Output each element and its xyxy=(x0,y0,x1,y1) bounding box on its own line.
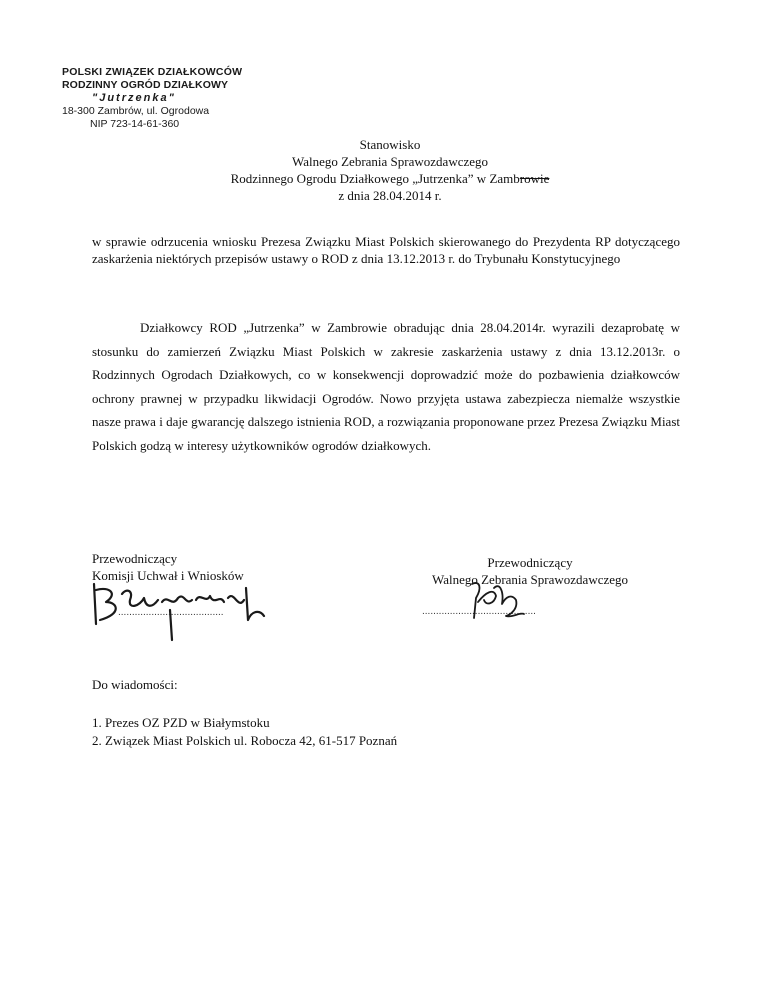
signature-right-body: Walnego Zebrania Sprawozdawczego xyxy=(431,572,629,587)
stamp-line-3: "Jutrzenka" xyxy=(92,92,176,104)
signature-block-left xyxy=(92,550,322,584)
document-body xyxy=(92,316,680,458)
handwritten-signature-right xyxy=(420,578,580,628)
document-subject: w sprawie odrzucenia wniosku Prezesa Związku Miast Polskich skierowanego do Prezydenta RP dotyczącego zaskarżenia niektórych przepisów ustawy o ROD z dnia 13.12.2013 r. do Trybunału Konstytucyjnego xyxy=(92,234,680,266)
title-line-3-main: Rodzinnego Ogrodu Działkowego „Jutrzenka” w Zamb xyxy=(230,171,520,186)
title-line-3 xyxy=(150,170,630,187)
stamp-line-2: RODZINNY OGRÓD DZIAŁKOWY xyxy=(62,79,229,91)
recipient-item: 1. Prezes OZ PZD w Białymstoku xyxy=(92,715,270,730)
svg-text:..............................: ......................................... xyxy=(422,606,536,617)
recipient-item: 2. Związek Miast Polskich ul. Robocza 42, 61-517 Poznań xyxy=(92,733,398,748)
title-line-2: Walnego Zebrania Sprawozdawczego xyxy=(291,154,489,169)
stamp-line-1: POLSKI ZWIĄZEK DZIAŁKOWCÓW xyxy=(62,66,243,78)
notice-label: Do wiadomości: xyxy=(92,677,178,692)
stamp-line-5: NIP 723-14-61-360 xyxy=(90,118,180,130)
organization-stamp xyxy=(62,66,272,131)
signature-right-role: Przewodniczący xyxy=(487,555,573,570)
body-paragraph: Działkowcy ROD „Jutrzenka” w Zambrowie obradując dnia 28.04.2014r. wyrazili dezaprobatę w stosunku do zamierzeń Związku Miast Polskich w zakresie zaskarżenia ustawy z dnia 13.12.2013r. o Rodzinnych Ogrodach Działkowych, co w konsekwencji doprowadzić może do pozbawienia działkowców ochrony prawnej w przypadku likwidacji Ogrodów. Nowo przyjęta ustawa zabezpiecza niemalże wszystkie nasze prawa i daje gwarancję dalszego istnienia ROD, a rozwiązania proponowane przez Prezesa Związku Miast Polskich godzą w interesy użytkowników ogrodów działkowych. xyxy=(92,320,680,453)
handwritten-signature-left xyxy=(88,580,288,644)
signature-left-role: Przewodniczący xyxy=(92,551,178,566)
signature-left-body: Komisji Uchwał i Wniosków xyxy=(92,568,244,583)
title-line-1: Stanowisko xyxy=(359,137,421,152)
document-title xyxy=(150,136,630,204)
stamp-line-4: 18-300 Zambrów, ul. Ogrodowa xyxy=(62,105,210,117)
recipient-list xyxy=(92,714,397,750)
title-line-3-struck: rowie xyxy=(519,171,550,186)
svg-text:..............................: ...................................... xyxy=(118,607,224,618)
title-line-4: z dnia 28.04.2014 r. xyxy=(338,188,442,203)
